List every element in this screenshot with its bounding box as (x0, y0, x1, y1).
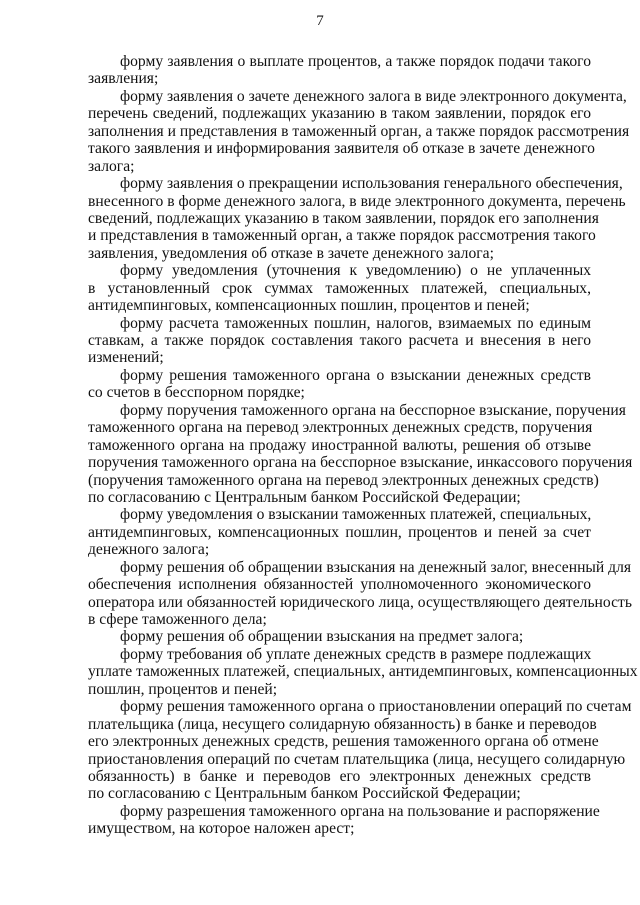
text-line: пошлин, процентов и пеней; (88, 680, 278, 698)
text-line: заявления, уведомления об отказе в зачете денежного залога; (88, 244, 494, 262)
paragraph (88, 315, 591, 367)
text-line: форму заявления о зачете денежного залога в виде электронного документа, (120, 87, 627, 105)
text-line: его электронных денежных средств, решения таможенного органа об отмене (88, 733, 599, 751)
text-line: (поручения таможенного органа на перевод электронных денежных средств) (88, 471, 599, 489)
text-line: форму решения таможенного органа о взыскании денежных средств (120, 366, 591, 384)
text-line: по согласованию с Центральным банком Российской Федерации; (88, 785, 521, 803)
text-line: плательщика (лица, несущего солидарную обязанность) в банке и переводов (88, 715, 597, 733)
text-line: изменений; (88, 349, 164, 367)
paragraph (88, 558, 632, 629)
text-line: форму уведомления (уточнения к уведомлению) о не уплаченных (120, 262, 591, 280)
text-line: внесенного в форме денежного залога, в виде электронного документа, перечень (88, 192, 626, 210)
text-line: со счетов в бесспорном порядке; (88, 384, 305, 402)
text-line: сведений, подлежащих указанию в таком заявлении, порядок его заполнения (88, 209, 599, 227)
paragraph (88, 175, 626, 262)
paragraph (88, 698, 632, 803)
paragraph (88, 367, 591, 402)
text-line: таможенного органа на продажу иностранной валюты, решения об отзыве (88, 436, 591, 454)
text-line: форму разрешения таможенного органа на пользование и распоряжение (120, 802, 600, 820)
text-line: денежного залога; (88, 541, 210, 559)
text-line: заявления; (88, 70, 159, 88)
text-line: форму решения об обращении взыскания на денежный залог, внесенный для (120, 558, 632, 576)
text-line: обязанность) в банке и переводов его электронных денежных средств (88, 767, 591, 785)
paragraph (88, 401, 633, 507)
text-line: поручения таможенного органа на бесспорное взыскание, инкассового поручения (88, 454, 633, 472)
text-line: оператора или обязанностей юридического лица, осуществляющего деятельность (88, 593, 632, 611)
text-line: обеспечения исполнения обязанностей уполномоченного экономического (88, 576, 591, 594)
paragraph (88, 262, 591, 314)
paragraph (88, 506, 591, 558)
text-line: перечень сведений, подлежащих указанию в таком заявлении, порядок его (88, 105, 591, 123)
document-body (88, 53, 638, 838)
text-line: такого заявления и информирования заявителя об отказе в зачете денежного (88, 140, 595, 158)
text-line: форму расчета таможенных пошлин, налогов, взимаемых по единым (120, 314, 591, 332)
text-line: антидемпинговых, компенсационных пошлин, процентов и пеней; (88, 297, 530, 315)
text-line: имуществом, на которое наложен арест; (88, 820, 355, 838)
text-line: приостановления операций по счетам плательщика (лица, несущего солидарную (88, 750, 626, 768)
text-line: форму поручения таможенного органа на бесспорное взыскание, поручения (120, 401, 626, 419)
text-line: форму требования об уплате денежных средств в размере подлежащих (120, 645, 592, 663)
paragraph (88, 87, 630, 175)
text-line: по согласованию с Центральным банком Российской Федерации; (88, 488, 521, 506)
page-number: 7 (316, 13, 324, 29)
text-line: в установленный срок суммах таможенных платежей, специальных, (88, 279, 591, 297)
text-line: залога; (88, 157, 135, 175)
text-line: форму решения об обращении взыскания на предмет залога; (120, 628, 524, 646)
text-line: заполнения и представления в таможенный орган, а также порядок рассмотрения (88, 122, 630, 140)
text-line: уплате таможенных платежей, специальных, антидемпинговых, компенсационных (88, 663, 638, 681)
text-line: форму заявления о прекращении использования генерального обеспечения, (120, 175, 623, 193)
text-line: и представления в таможенный орган, а также порядок рассмотрения такого (88, 227, 596, 245)
paragraph (88, 802, 600, 838)
paragraph (88, 645, 638, 698)
text-line: антидемпинговых, компенсационных пошлин, процентов и пеней за счет (88, 523, 591, 541)
text-line: форму решения таможенного органа о приостановлении операций по счетам (120, 698, 632, 716)
text-line: в сфере таможенного дела; (88, 611, 267, 628)
paragraph (88, 53, 591, 88)
paragraph (88, 628, 591, 645)
text-line: таможенного органа на перевод электронных денежных средств, поручения (88, 419, 593, 437)
text-line: форму заявления о выплате процентов, а также порядок подачи такого (120, 53, 591, 70)
text-line: ставкам, а также порядок составления такого расчета и внесения в него (88, 332, 591, 349)
text-line: форму уведомления о взыскании таможенных платежей, специальных, (120, 506, 592, 524)
